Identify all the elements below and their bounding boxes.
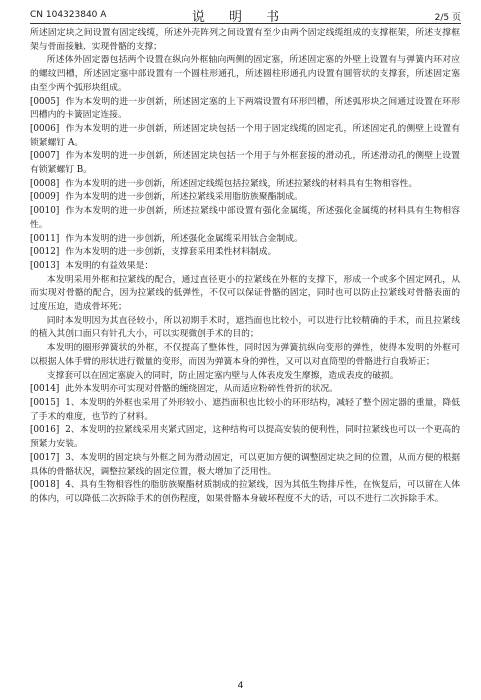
paragraph-text: 4、具有生物相容性的脂肪族聚酯材质制成的拉紧线，因为其低生物排斥性，在恢复后，可以留在人体的体内，可以降低二次拆除手术的创伤程度，如果骨骼本身破坏程度不大的话，可以不进行二次拆除手术。: [30, 480, 460, 504]
paragraph-number: [0012]: [30, 247, 60, 258]
paragraph: [30, 479, 460, 506]
paragraph-text: 作为本发明的进一步创新，所述拉紧线采用脂肪族聚酯制成。: [65, 192, 303, 203]
paragraph: [30, 370, 460, 384]
paragraph: [30, 452, 460, 479]
paragraph-text: 2、本发明的拉紧线采用夹紧式固定，这种结构可以提高安装的便利性，同时拉紧线也可以一个更高的预紧力安装。: [30, 425, 460, 450]
paragraph-text: 作为本发明的进一步创新，所述固定塞的上下两端设置有环形凹槽，所述弧形块之间通过设置在环形凹槽内的卡簧固定连接。: [30, 96, 460, 121]
paragraph: [30, 96, 460, 123]
paragraph-number: [0015]: [30, 397, 60, 408]
page-number: 4: [237, 681, 244, 691]
paragraph-text: 作为本发明的进一步创新，所述固定块包括一个用于固定线缆的固定孔，所述固定孔的侧壁上设置有锁紧螺钉 A。: [30, 123, 460, 148]
paragraph: [30, 54, 460, 95]
paragraph: [30, 150, 460, 177]
paragraph: [30, 315, 460, 342]
paragraph-text: 此外本发明亦可实现对骨骼的缠绕固定，从而适应粉碎性骨折的状况。: [65, 384, 338, 395]
paragraph-number: [0011]: [30, 233, 60, 244]
paragraph-text: 3、本发明的固定块与外框之间为滑动固定，可以更加方便的调整固定块之间的位置，从而方便的根据具体的骨骼状况，调整拉紧线的固定位置，极大增加了泛用性。: [30, 452, 460, 477]
paragraph: [30, 260, 460, 274]
paragraph-number: [0007]: [30, 151, 60, 162]
paragraph: [30, 205, 460, 232]
page-indicator: 2/5 页: [434, 13, 461, 23]
paragraph-text: 同时本发明因为其直径较小，所以初期手术时，遮挡面也比较小，可以进行比较精确的手术，而且拉紧线的植入其创口面只有针孔大小，可以实现微创手术的目的；: [30, 315, 460, 340]
paragraph-number: [0006]: [30, 123, 60, 134]
paragraph-text: 本发明的有益效果是：: [65, 260, 154, 271]
paragraph-number: [0016]: [30, 425, 60, 436]
paragraph-text: 支撑套可以在固定塞旋入的同时，防止固定塞内壁与人体表皮发生摩擦，造成表皮的破损。: [46, 370, 399, 381]
paragraph-text: 所述体外固定器包括两个设置在纵向外框轴向两侧的固定塞，所述固定塞的外壁上设置有与弹簧内环对应的螺纹凹槽，所述固定塞中部设置有一个圆柱形通孔，所述圆柱形通孔内设置有圆管状的支撑套，所述固定塞由至少两个弧形块组成。: [30, 55, 460, 93]
paragraph: [30, 191, 460, 205]
paragraph: [30, 397, 460, 424]
paragraph-text: 作为本发明的进一步创新，所述强化金属缆采用钛合金制成。: [65, 233, 303, 244]
paragraph-text: 1、本发明的外框也采用了外形较小、遮挡面积也比较小的环形结构，减轻了整个固定器的重量，降低了手术的难度，也节约了材料。: [30, 397, 460, 422]
paragraph-text: 本发明的圈形弹簧状的外框，不仅提高了整体性，同时因为弹簧抗纵向变形的弹性，使得本发明的外框可以根据人体手臂的形状进行微量的变形，而因为弹簧本身的弹性，又可以对直筒型的骨骼进行自我矫正；: [30, 343, 460, 367]
paragraph-number: [0009]: [30, 192, 60, 203]
paragraph-text: 作为本发明的进一步创新，支撑套采用柔性材料制成。: [65, 247, 277, 258]
paragraph: [30, 424, 460, 451]
paragraph-text: 本发明采用外框和拉紧线的配合，通过直径更小的拉紧线在外框的支撑下，形成一个或多个固定网孔，从而实现对骨骼的配合，因为拉紧线的低弹性，不仅可以保证骨骼的固定，同时也可以防止拉紧线对骨骼表面的过度压迫，造成骨坏死；: [30, 274, 460, 313]
paragraph-number: [0010]: [30, 206, 60, 217]
description-body: [30, 27, 460, 507]
paragraph-text: 作为本发明的进一步创新，所述固定块包括一个用于与外框套接的滑动孔，所述滑动孔的侧壁上设置有锁紧螺钉 B。: [30, 151, 460, 176]
page-header: [0, 0, 481, 24]
paragraph-number: [0008]: [30, 178, 60, 189]
paragraph-number: [0013]: [30, 260, 60, 271]
paragraph-text: 所述固定块之间设置有固定线缆，所述外壳阵列之间设置有至少由两个固定线缆组成的支撑框架，所述支撑框架与骨面接触、实现骨骼的支撑；: [30, 28, 460, 52]
paragraph: [30, 383, 460, 397]
publication-number: CN 104323840 A: [30, 10, 107, 20]
paragraph-number: [0018]: [30, 480, 60, 491]
header-divider: [30, 23, 461, 24]
paragraph-text: 作为本发明的进一步创新，所述拉紧线中部设置有强化金属缆，所述强化金属缆的材料具有生物相容性。: [30, 206, 460, 230]
document-title: 说 明 书: [191, 10, 290, 25]
paragraph-number: [0017]: [30, 452, 60, 463]
paragraph: [30, 246, 460, 260]
paragraph: [30, 342, 460, 369]
paragraph-number: [0014]: [30, 384, 60, 395]
paragraph-number: [0005]: [30, 96, 60, 107]
paragraph: [30, 178, 460, 192]
paragraph: [30, 233, 460, 247]
paragraph: [30, 274, 460, 315]
paragraph: [30, 27, 460, 54]
paragraph-text: 作为本发明的进一步创新，所述固定线缆包括拉紧线，所述拉紧线的材料具有生物相容性。: [65, 178, 418, 189]
paragraph: [30, 123, 460, 150]
